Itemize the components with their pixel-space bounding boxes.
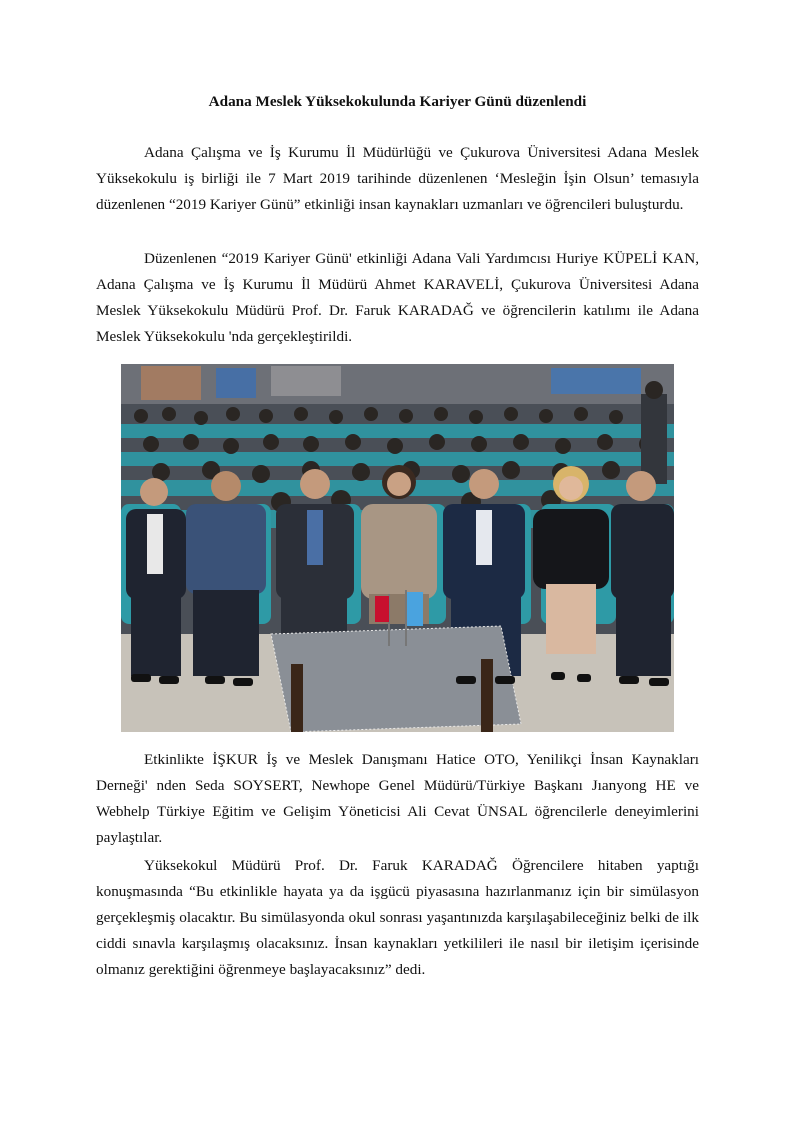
paragraph-speakers: Etkinlikte İŞKUR İş ve Meslek Danışmanı Hatice OTO, Yenilikçi İnsan Kaynakları Derneği' nden Seda SOYSERT, Newhope Genel Müdürü/Türkiye Başkanı Jıanyong HE ve Webhelp Türkiye Eğitim ve Gelişim Yöneticisi Ali Cevat ÜNSAL öğrencilerle deneyimlerini paylaştılar. [96,751,699,846]
paragraph-quote: Yüksekokul Müdürü Prof. Dr. Faruk KARADAĞ Öğrencilere hitaben yaptığı konuşmasında “Bu etkinlikle hayata ya da işgücü piyasasına hazırlanmanız için bir simülasyon gerçekleşmiş olacaktır. Bu simülasyonda okul sonrası yaşantınızda karşılaşabileceğiniz belki de ilk ciddi sınavla karşılaşmış olacaksınız. İnsan kaynakları yetkilileri ile nasıl bir iletişim içerisinde olmanız gerektiğini öğrenmeye başlayacaksınız” dedi. [96,857,699,978]
document-title: Adana Meslek Yüksekokulunda Kariyer Günü düzenlendi [208,93,587,110]
paragraph-participants: Düzenlenen “2019 Kariyer Günü' etkinliği Adana Vali Yardımcısı Huriye KÜPELİ KAN, Adana Çalışma ve İş Kurumu İl Müdürü Ahmet KARAVELİ, Çukurova Üniversitesi Adana Meslek Yüksekokulu Müdürü Prof. Dr. Faruk KARADAĞ ve öğrencilerin katılımı ile Adana Meslek Yüksekokulu 'nda gerçekleştirildi. [96,250,699,345]
paragraph-intro: Adana Çalışma ve İş Kurumu İl Müdürlüğü ve Çukurova Üniversitesi Adana Meslek Yüksekokulu iş birliği ile 7 Mart 2019 tarihinde düzenlenen ‘Mesleğin İşin Olsun’ temasıyla düzenlenen “2019 Kariyer Günü” etkinliği insan kaynakları uzmanları ve öğrencileri buluşturdu. [96,144,699,213]
event-photo [121,364,674,732]
